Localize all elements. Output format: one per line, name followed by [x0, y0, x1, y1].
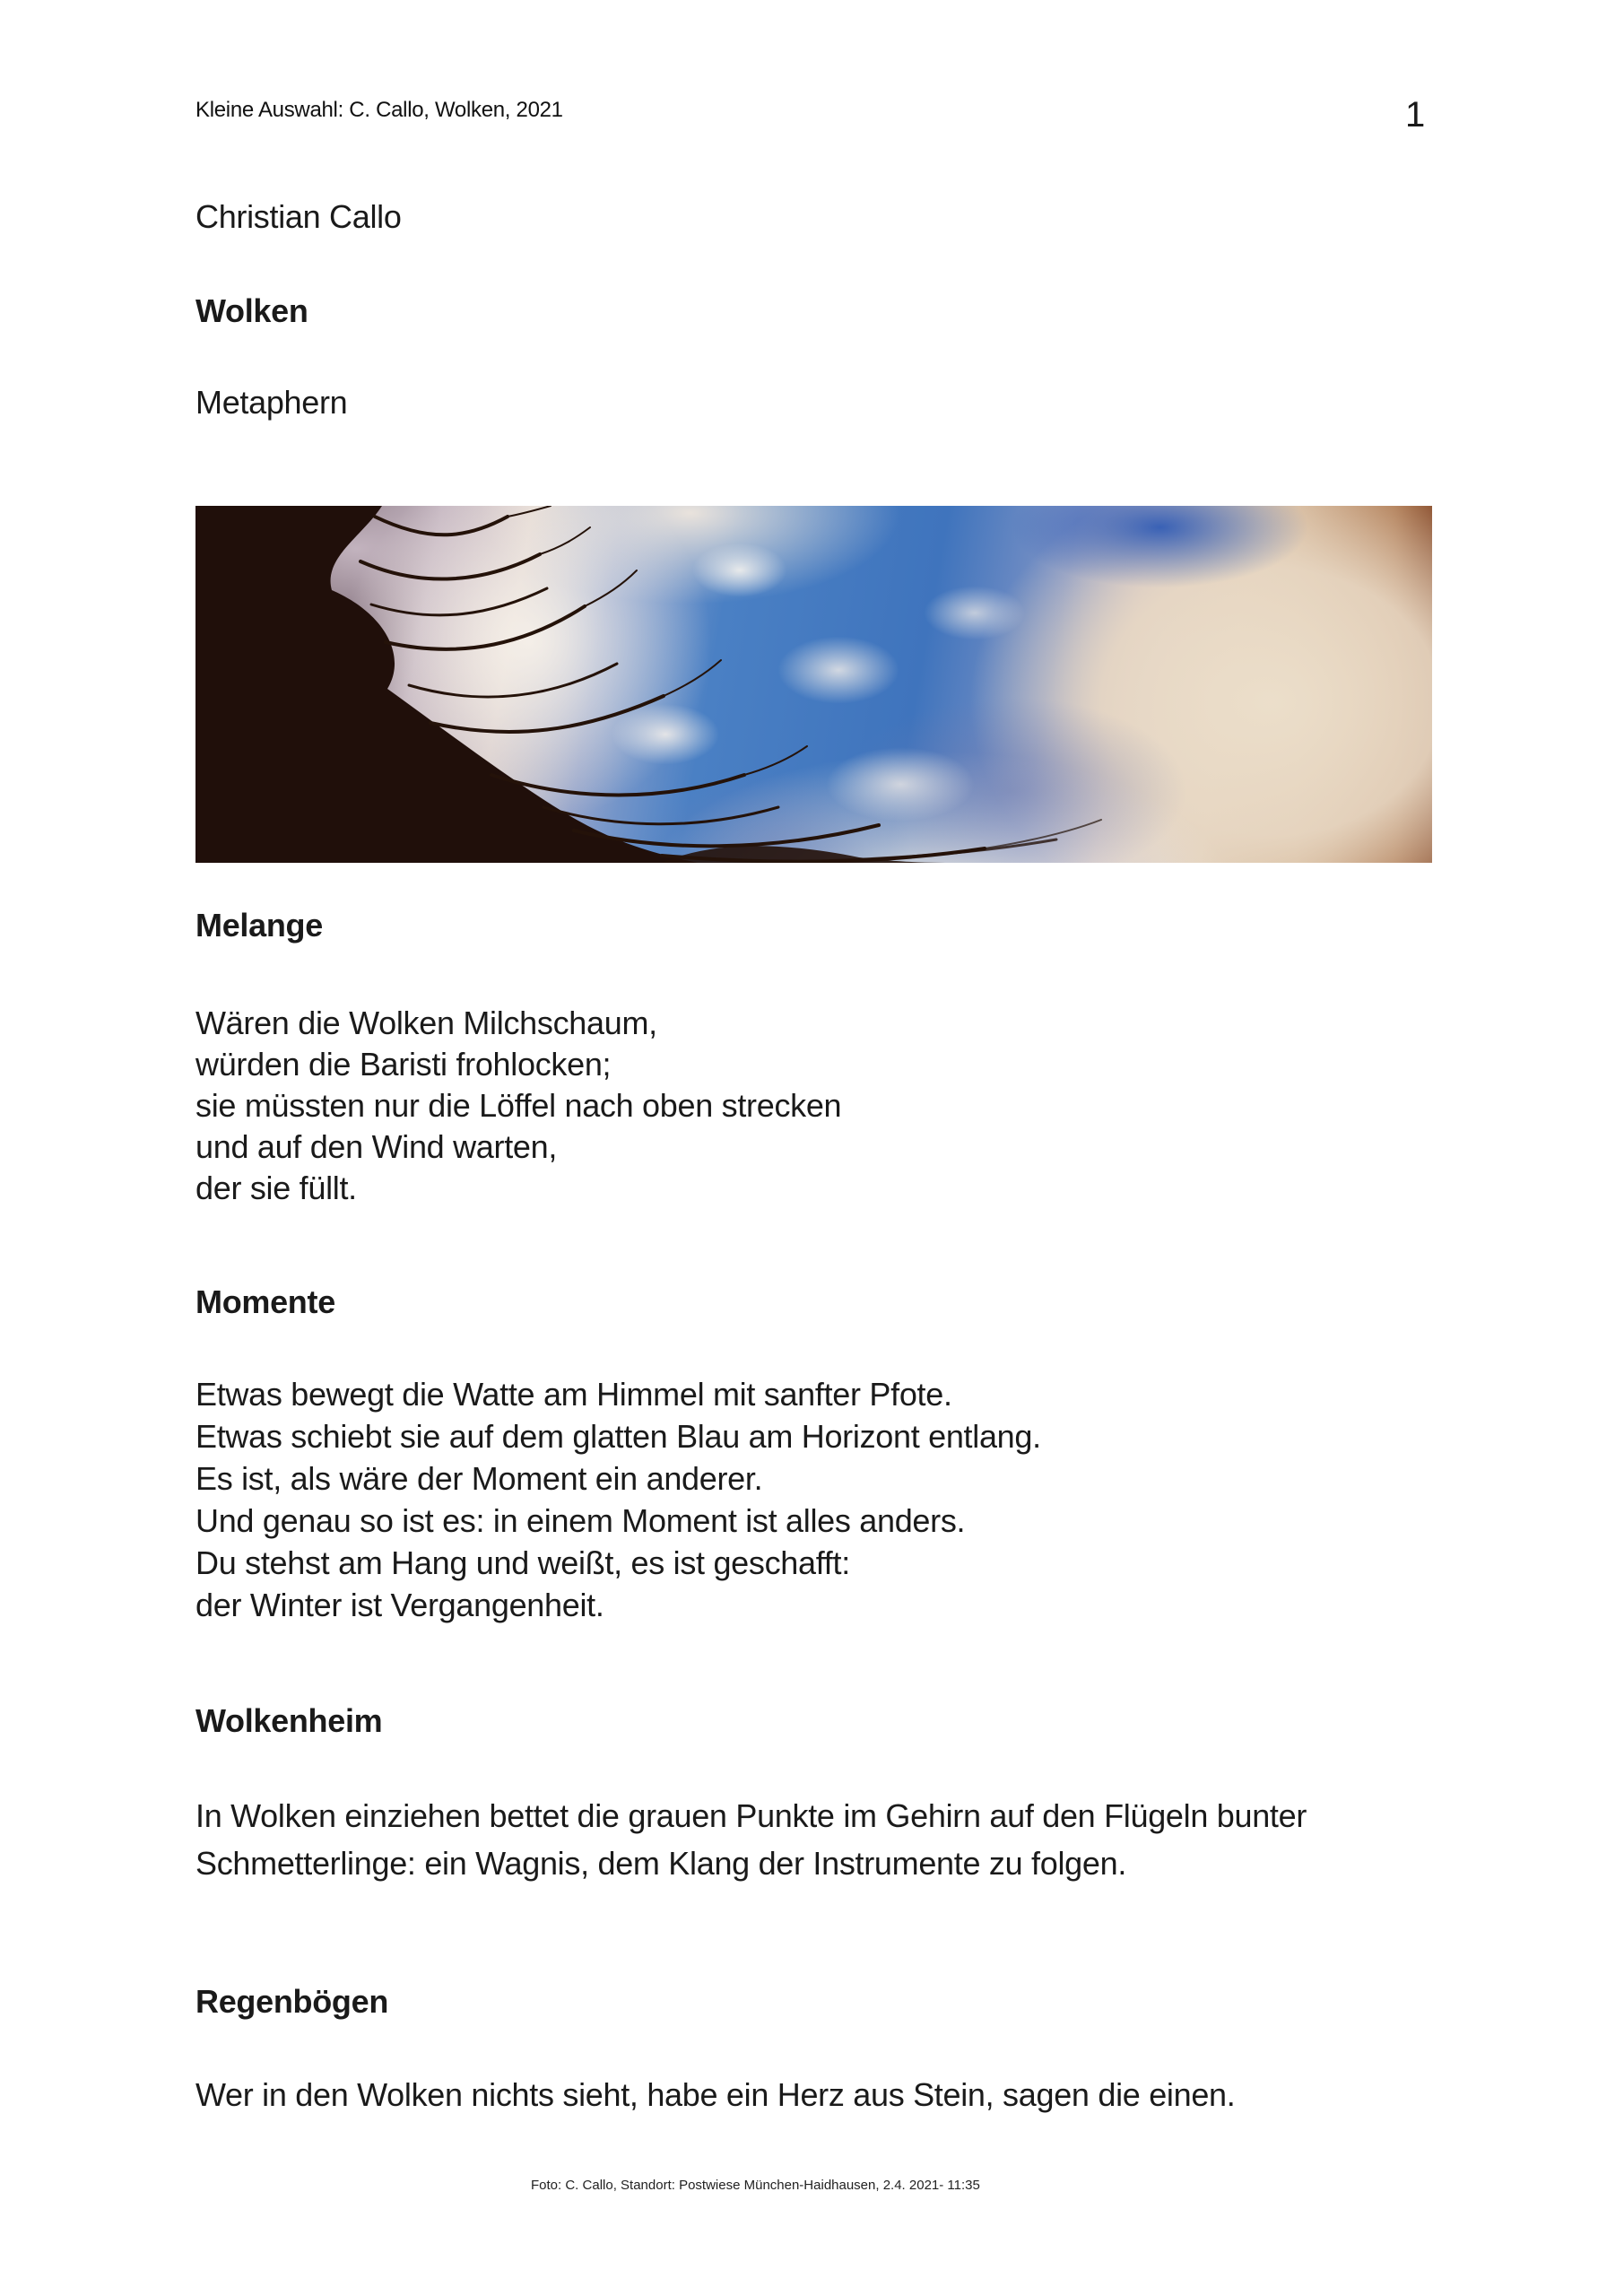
author-name: Christian Callo — [195, 198, 402, 235]
page-number: 1 — [1405, 95, 1425, 135]
poem-line: Es ist, als wäre der Moment ein anderer. — [195, 1460, 763, 1497]
paragraph-line: Schmetterlinge: ein Wagnis, dem Klang der Instrumente zu folgen. — [195, 1845, 1127, 1882]
poem-momente — [195, 1373, 1041, 1626]
photo-caption-footer: Foto: C. Callo, Standort: Postwiese München-Haidhausen, 2.4. 2021- 11:35 — [531, 2178, 980, 2193]
poem-line: und auf den Wind warten, — [195, 1128, 558, 1165]
cloud-photo — [195, 506, 1432, 863]
paragraph-wolkenheim — [195, 1792, 1469, 1887]
section-heading-wolkenheim: Wolkenheim — [195, 1702, 383, 1739]
poem-line: der Winter ist Vergangenheit. — [195, 1587, 604, 1623]
section-heading-regenboegen: Regenbögen — [195, 1983, 389, 2020]
poem-line: Etwas schiebt sie auf dem glatten Blau am Horizont entlang. — [195, 1418, 1041, 1455]
poem-line: würden die Baristi frohlocken; — [195, 1046, 612, 1083]
paragraph-regenboegen — [195, 2074, 1235, 2116]
poem-line: Wären die Wolken Milchschaum, — [195, 1004, 657, 1041]
tree-silhouette — [195, 506, 1432, 863]
poem-line: Und genau so ist es: in einem Moment ist alles anders. — [195, 1502, 966, 1539]
section-heading-momente: Momente — [195, 1283, 335, 1320]
section-heading-melange: Melange — [195, 907, 323, 944]
poem-melange — [195, 1003, 841, 1209]
document-subtitle: Metaphern — [195, 384, 348, 421]
paragraph-line: In Wolken einziehen bettet die grauen Punkte im Gehirn auf den Flügeln bunter — [195, 1797, 1307, 1834]
poem-line: sie müssten nur die Löffel nach oben strecken — [195, 1087, 842, 1124]
poem-line: Etwas bewegt die Watte am Himmel mit sanfter Pfote. — [195, 1376, 952, 1413]
paragraph-line: Wer in den Wolken nichts sieht, habe ein Herz aus Stein, sagen die einen. — [195, 2076, 1236, 2113]
document-title: Wolken — [195, 292, 308, 329]
poem-line: Du stehst am Hang und weißt, es ist geschafft: — [195, 1544, 850, 1581]
poem-line: der sie füllt. — [195, 1170, 357, 1206]
running-header: Kleine Auswahl: C. Callo, Wolken, 2021 — [195, 98, 563, 122]
